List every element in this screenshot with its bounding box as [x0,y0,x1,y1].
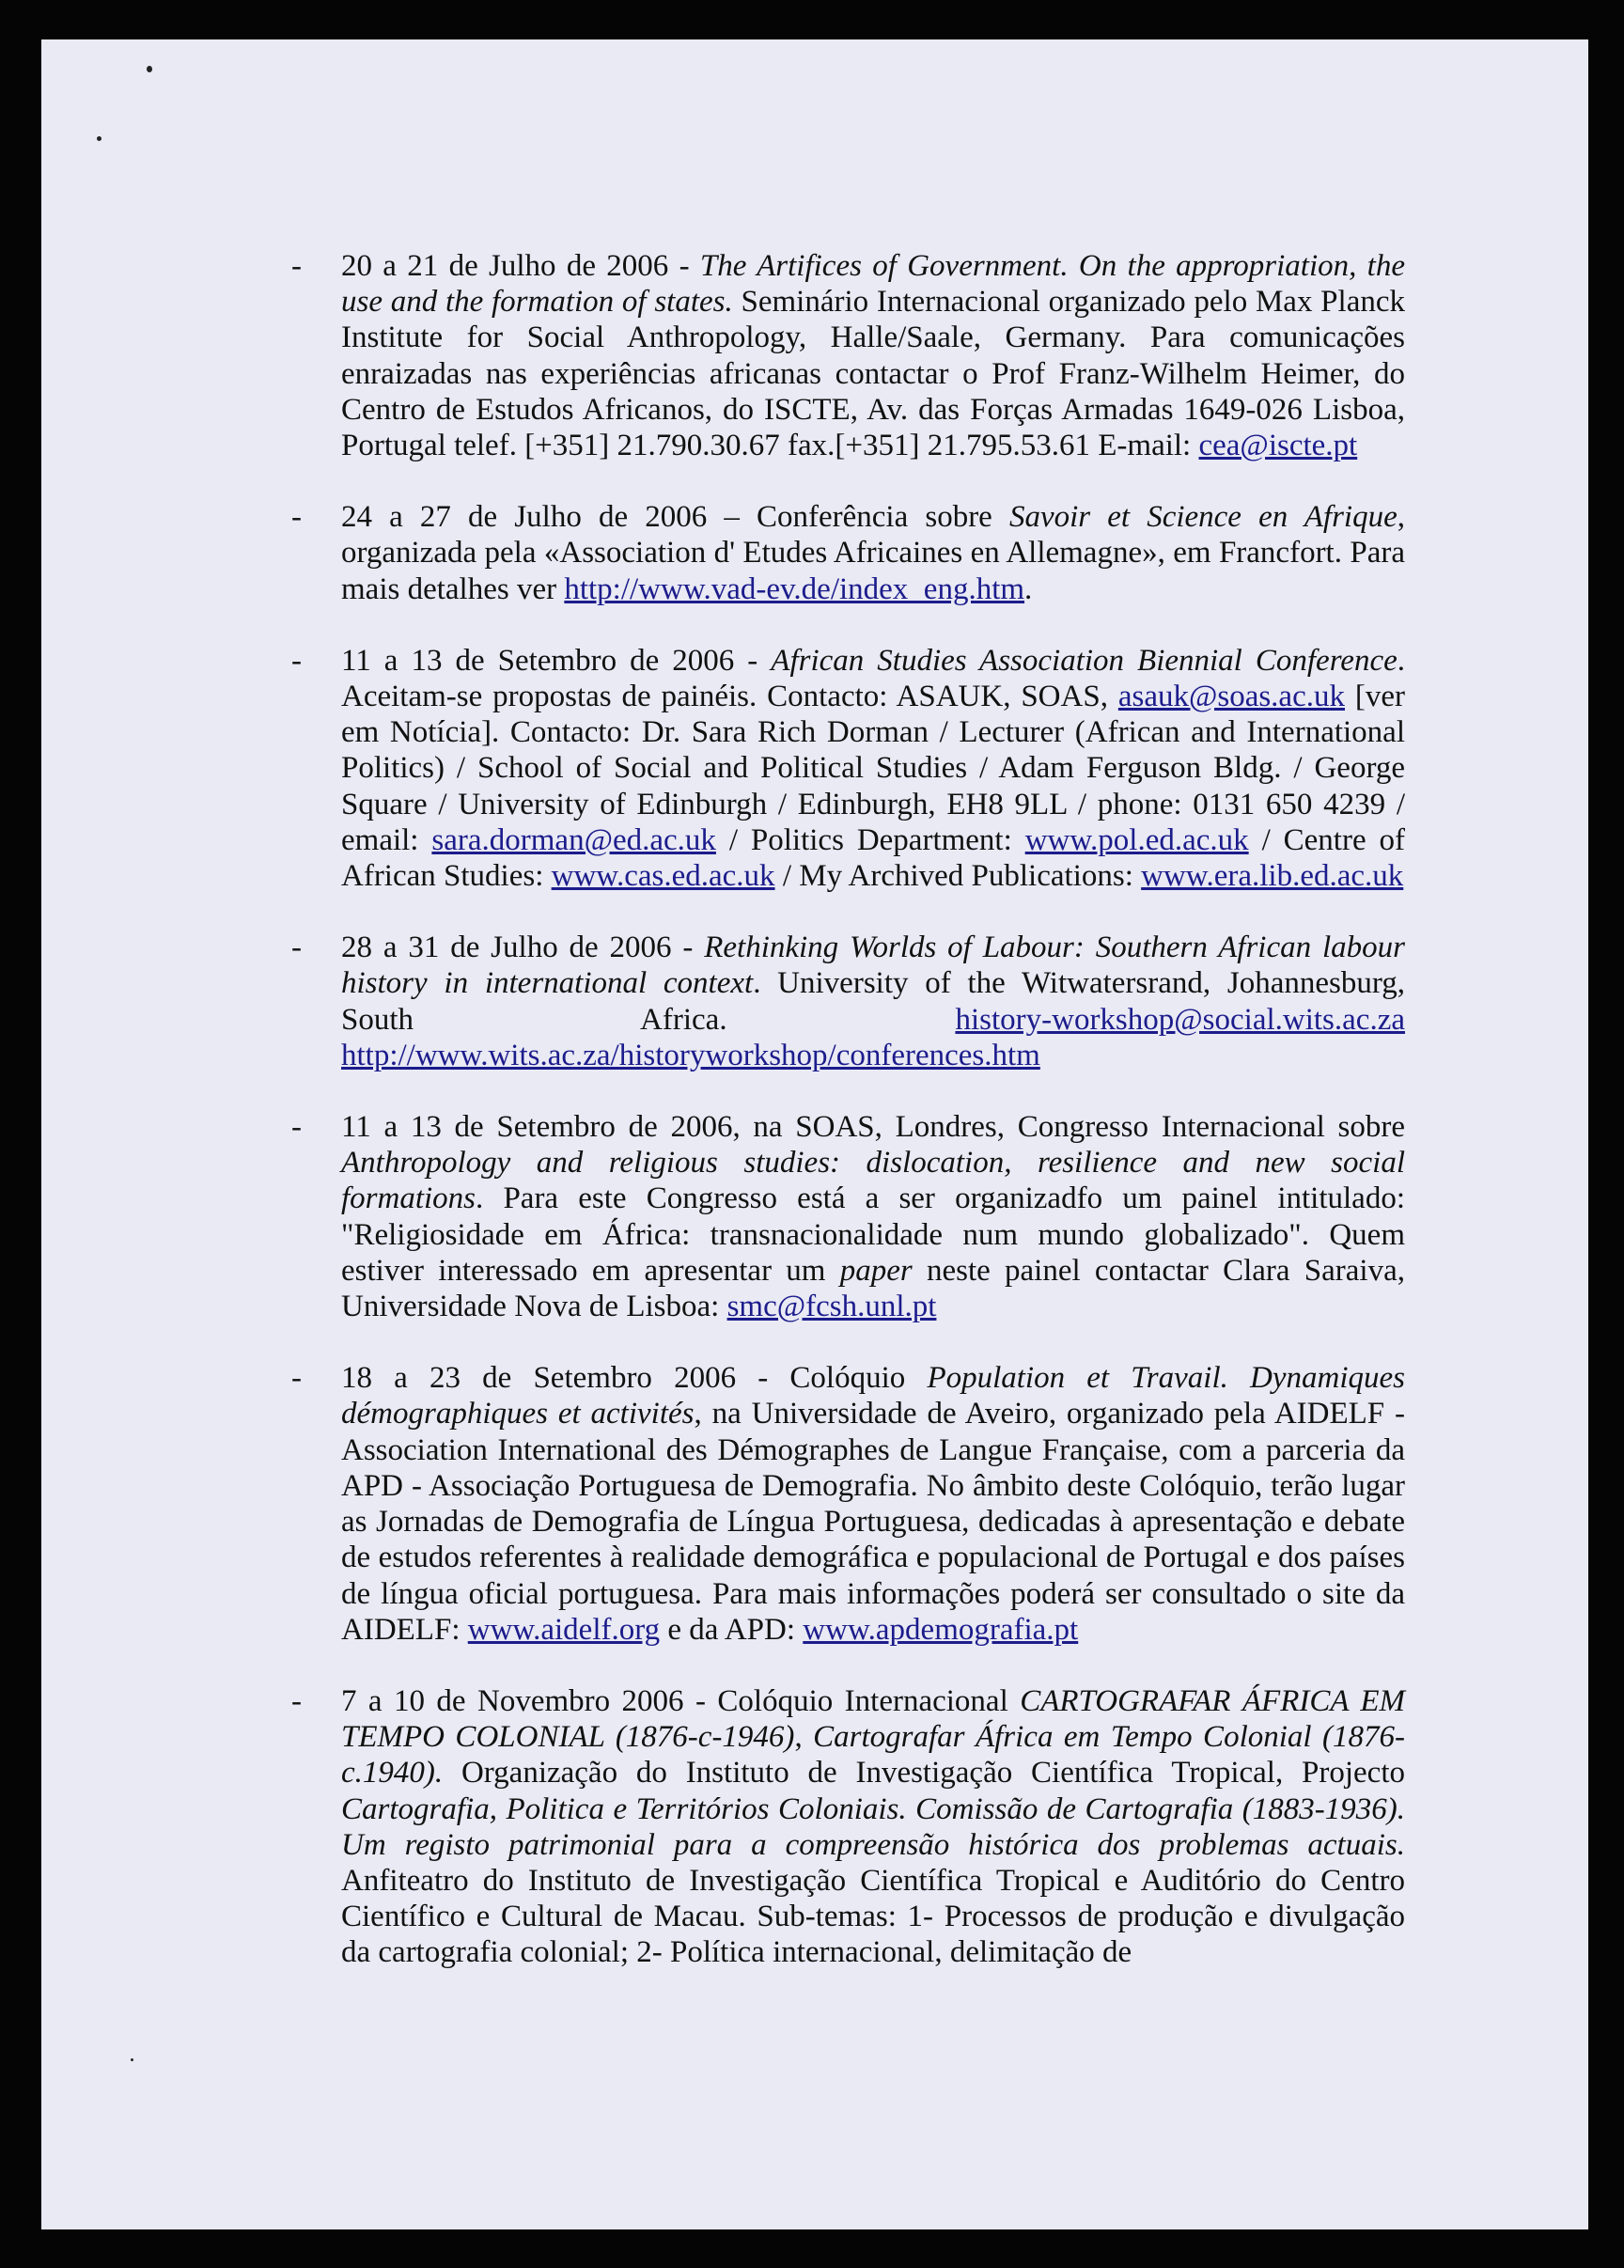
event-date-text: 18 a 23 de Setembro 2006 - Colóquio [341,1361,928,1396]
event-title: CARTOGRAFAR ÁFRICA EM TEMPO COLONIAL (1876-c-1946) [341,1683,1406,1755]
event-date-text: 11 a 13 de Setembro de 2006 - [341,643,772,678]
scan-speck [97,136,102,141]
email-link-asauk[interactable]: asauk@soas.ac.uk [1117,680,1345,714]
url-link-apd[interactable]: www.apdemografia.pt [803,1612,1079,1647]
event-title: Savoir et Science en Afrique [1008,500,1398,535]
event-title: The Artifices of Government. On the appropriation, the use and the formation of states. [341,249,1405,320]
email-link-history-workshop[interactable]: history-workshop@social.wits.ac.za [955,1002,1405,1037]
scan-speck [131,2058,133,2061]
url-link-cas[interactable]: www.cas.ed.ac.uk [551,859,775,894]
email-link-dorman[interactable]: sara.dorman@ed.ac.uk [431,822,716,857]
event-entry-population-et-travail [291,1360,1405,1648]
bullet-dash: - [291,931,302,965]
event-description: Organização do Instituto de Investigação Científica Tropical, Projecto [443,1756,1405,1791]
event-text: [ver em Notícia]. Contacto: Dr. Sara Rich Dorman / Lecturer (African and International Politics) / School of Social and Political Studies / Adam Ferguson Bldg. / George Square / University of Edinburgh / Edinburgh, EH8 9LL / phone: 0131 650 4239 / email: [341,680,1405,857]
event-date-text: 11 a 13 de Setembro de 2006, na SOAS, Londres, Congresso Internacional sobre [341,1110,1405,1145]
event-entry-artifices-of-government [291,248,1405,463]
event-description: . Aceitam-se propostas de painéis. Contacto: ASAUK, SOAS, [341,643,1406,714]
event-entry-rethinking-labour [291,930,1405,1073]
event-date-text: 24 a 27 de Julho de 2006 – Conferência sobre [341,500,1009,535]
bullet-dash: - [291,1110,302,1145]
event-description: . Para este Congresso está a ser organizadfo um painel intitulado: "Religiosidade em África: transnacionalidade num mundo globalizado". Quem estiver interessado em apresentar um [341,1181,1405,1288]
event-text: neste painel contactar Clara Saraiva, Universidade Nova de Lisboa: [341,1253,1405,1324]
event-entry-savoir-et-science [291,499,1405,607]
bullet-dash: - [291,1361,302,1396]
bullet-dash: - [291,500,302,535]
event-text: Anfiteatro do Instituto de Investigação Científica Tropical e Auditório do Centro Científico e Cultural de Macau. Sub-temas: 1- Processos de produção e divulgação da cartografia colonial; 2- Política internacional, delimitação de [341,1863,1405,1970]
bullet-dash: - [291,249,302,283]
event-text: . [1024,571,1033,606]
url-link-aidelf[interactable]: www.aidelf.org [467,1612,661,1647]
event-description: , na Universidade de Aveiro, organizado pela AIDELF - Association International des Démographes de Langue Française, com a parceria da APD - Associação Portuguesa de Demografia. No âmbito deste Colóquio, terão lugar as Jornadas de Demografia de Língua Portuguesa, dedicadas à apresentação e debate de estudos referentes à realidade demográfica e populacional de Portugal e dos países de língua oficial portuguesa. Para mais informações poderá ser consultado o site da AIDELF: [341,1397,1405,1647]
event-description: , organizada pela «Association d' Etudes Africaines en Allemagne», em Francfort. Para mais detalhes ver [341,500,1405,606]
event-description: Seminário Internacional organizado pelo Max Planck Institute for Social Anthropology, Halle/Saale, Germany. Para comunicações enraizadas nas experiências africanas contactar o Prof Franz-Wilhelm Heimer, do Centro de Estudos Africanos, do ISCTE, Av. das Forças Armadas 1649-026 Lisboa, Portugal telef. [+351] 21.790.30.67 fax.[+351] 21.795.53.61 E-mail: [341,285,1405,463]
event-text: / My Archived Publications: [774,859,1142,894]
bullet-dash: - [291,643,302,678]
event-description: . University of the Witwatersrand, Johannesburg, South Africa. [341,966,1405,1037]
event-text: e da APD: [660,1612,804,1647]
event-entry-asa-biennial [291,643,1405,894]
event-list [291,248,1405,2007]
scan-speck [147,66,152,72]
event-text: / Politics Department: [715,822,1025,857]
event-entry-anthropology-religious [291,1109,1405,1324]
italic-term: paper [839,1253,913,1288]
url-link-wits[interactable]: http://www.wits.ac.za/historyworkshop/conferences.htm [341,1038,1040,1072]
event-title: Anthropology and religious studies: dislocation, resilience and new social formations [341,1146,1405,1216]
email-link-cea[interactable]: cea@iscte.pt [1198,429,1358,463]
event-text: , [794,1720,814,1755]
url-link-era[interactable]: www.era.lib.ed.ac.uk [1141,859,1404,894]
event-date-text: 7 a 10 de Novembro 2006 - Colóquio Internacional [341,1683,1021,1718]
event-entry-cartografar-africa [291,1683,1405,1971]
project-title: Cartografia, Politica e Territórios Coloniais. Comissão de Cartografia (1883-1936). Um registo patrimonial para a compreensão histórica dos problemas actuais. [341,1791,1405,1862]
url-link-pol[interactable]: www.pol.ed.ac.uk [1024,822,1249,857]
document-page [41,39,1588,2229]
event-text: / Centre of African Studies: [341,822,1406,894]
bullet-dash: - [291,1683,302,1718]
url-link-vad[interactable]: http://www.vad-ev.de/index_eng.htm [564,571,1025,606]
event-date-text: 20 a 21 de Julho de 2006 - [341,249,700,283]
event-title: Rethinking Worlds of Labour: Southern African labour history in international context [341,931,1405,1001]
event-title: Population et Travail. Dynamiques démographiques et activités [341,1361,1405,1431]
event-subtitle: Cartografar África em Tempo Colonial (1876-c.1940). [341,1720,1406,1791]
email-link-smc[interactable]: smc@fcsh.unl.pt [726,1290,937,1324]
event-date-text: 28 a 31 de Julho de 2006 - [341,931,705,965]
event-title: African Studies Association Biennial Conference [771,643,1398,678]
